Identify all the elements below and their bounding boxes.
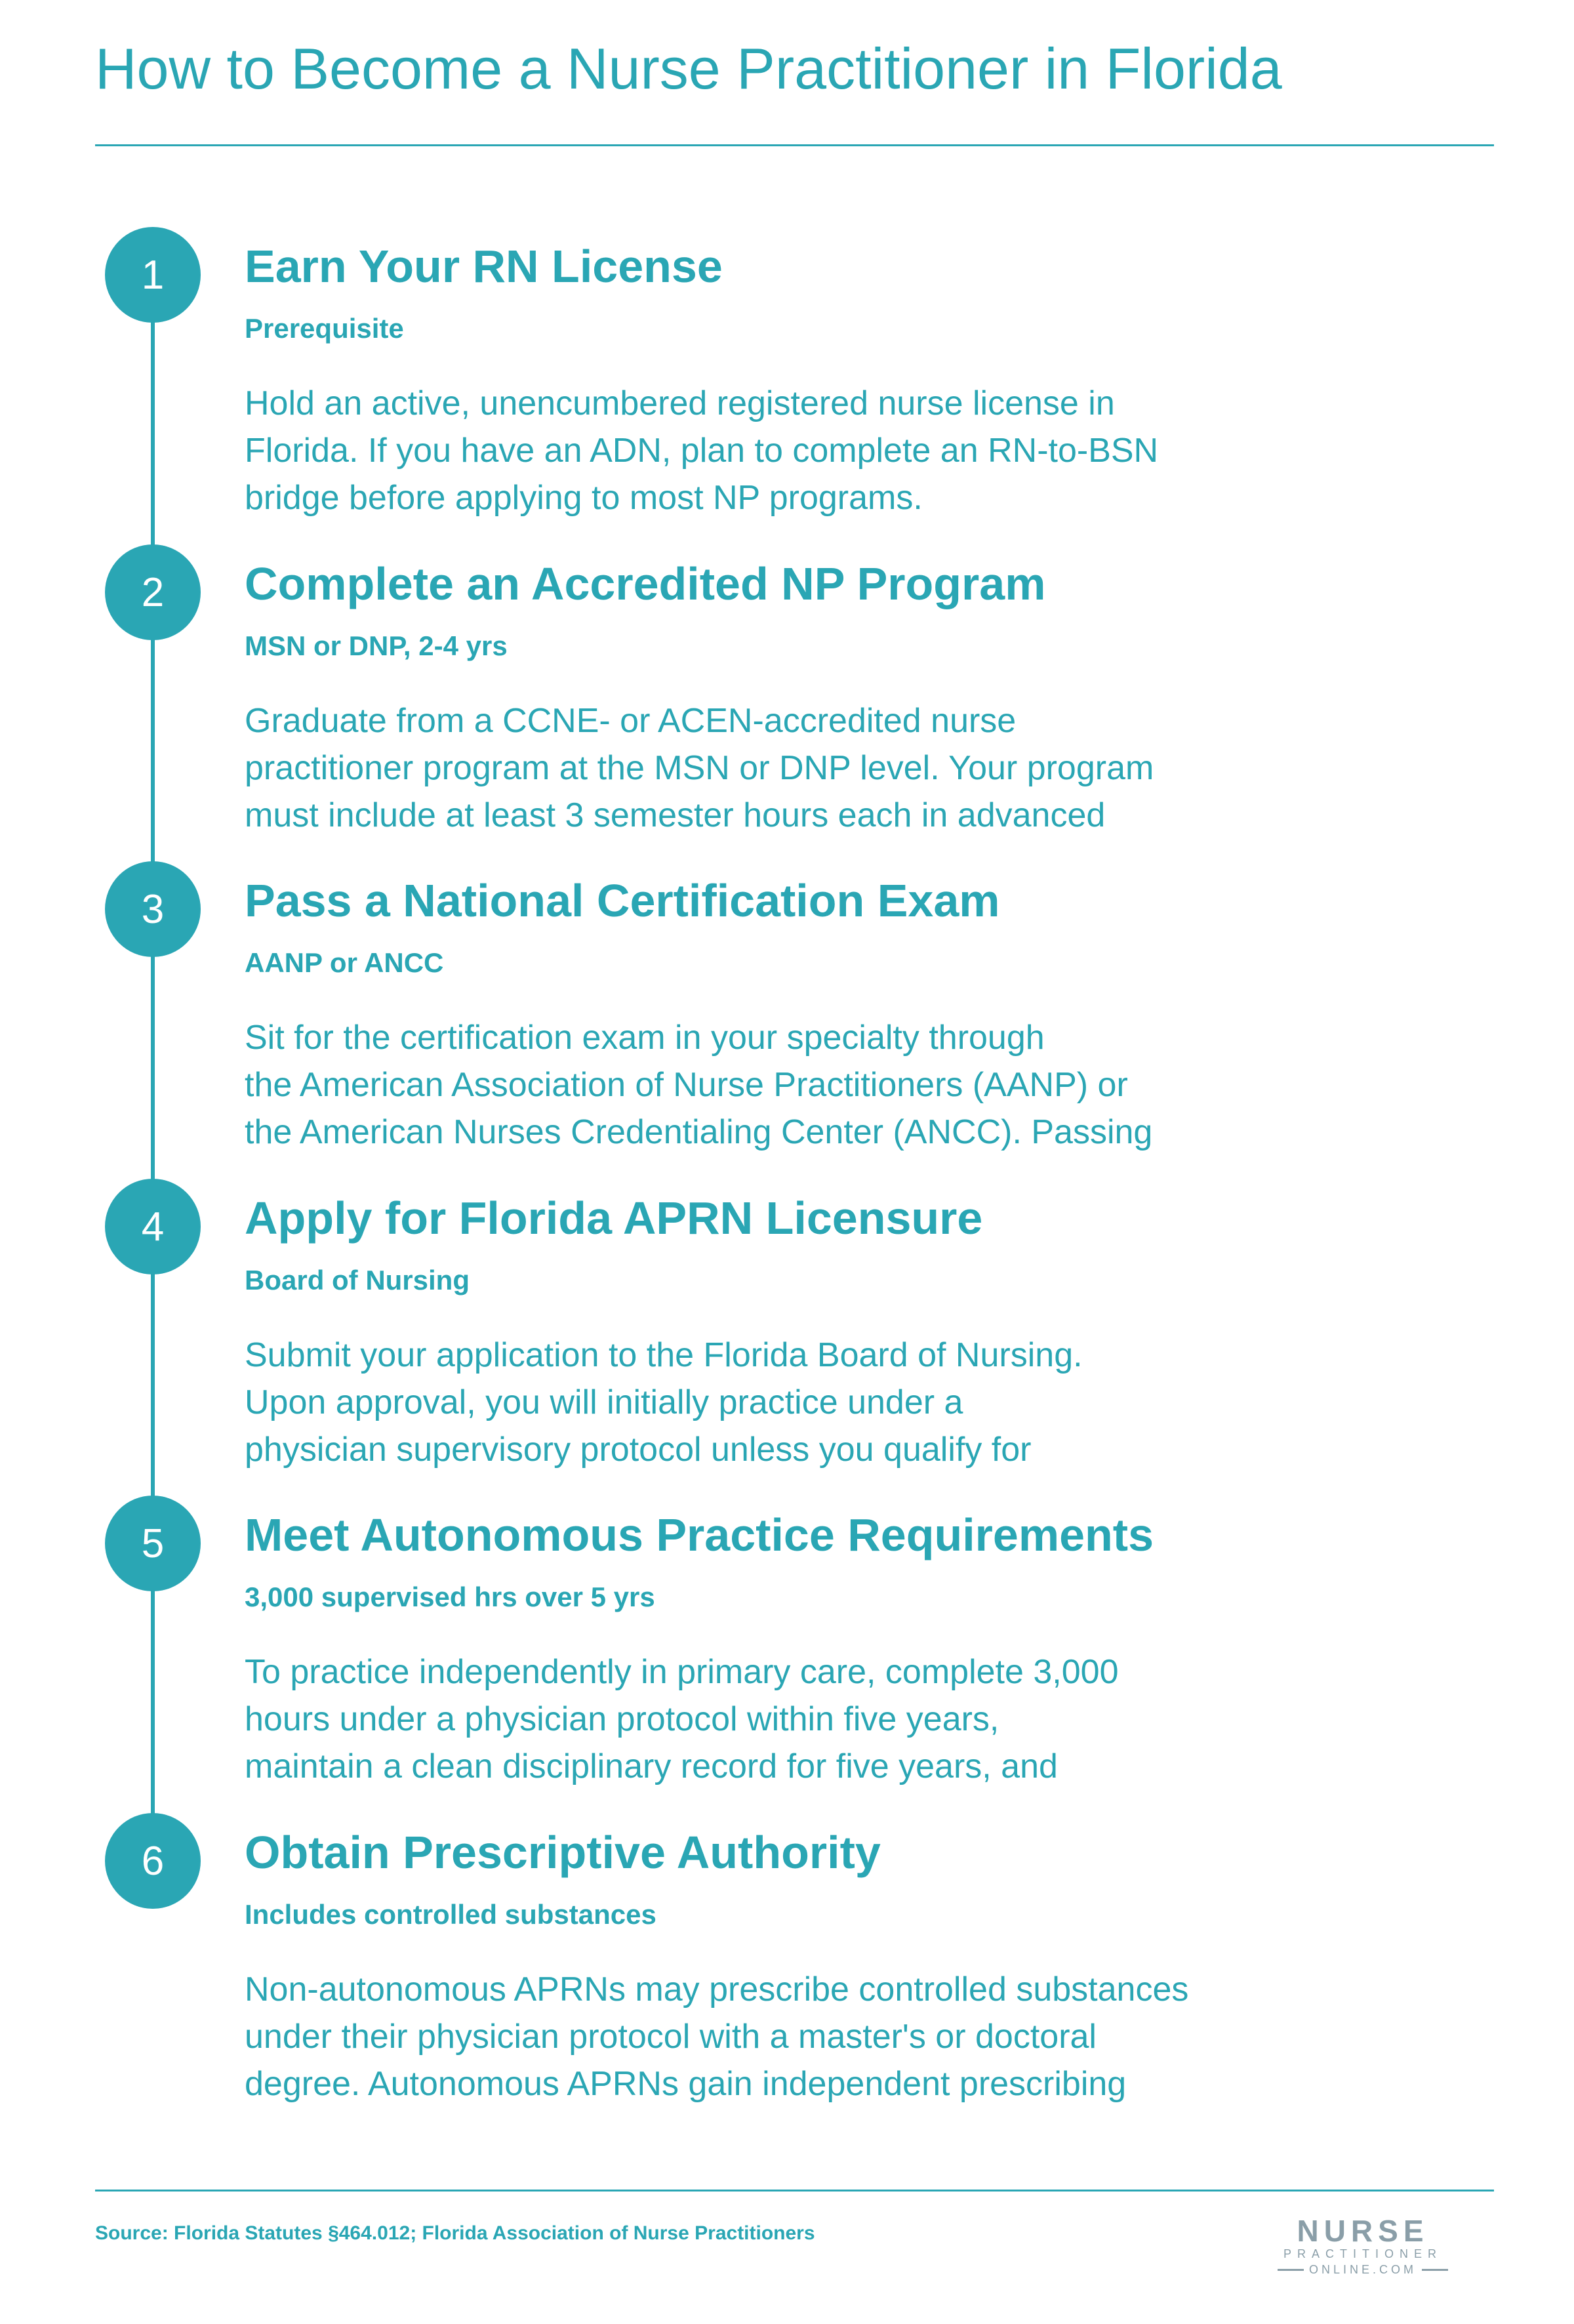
step-number-badge: 1 — [105, 227, 201, 323]
step-body-line: Upon approval, you will initially practice under a — [245, 1383, 963, 1421]
timeline-connector — [151, 275, 155, 1876]
page-title: How to Become a Nurse Practitioner in Florida — [95, 36, 1282, 101]
step-subtitle: 3,000 supervised hrs over 5 yrs — [245, 1581, 655, 1612]
step-subtitle: Includes controlled substances — [245, 1899, 656, 1930]
source-note: Source: Florida Statutes §464.012; Florida Association of Nurse Practitioners — [95, 2222, 815, 2244]
step-title: Complete an Accredited NP Program — [245, 558, 1046, 609]
step-subtitle: Prerequisite — [245, 313, 404, 344]
logo-wordmark: NURSE — [1297, 2214, 1429, 2248]
bottom-divider — [95, 2190, 1494, 2191]
step-body-line: the American Nurses Credentialing Center (ANCC). Passing — [245, 1113, 1153, 1151]
step-subtitle: Board of Nursing — [245, 1265, 470, 1295]
step-number-badge: 4 — [105, 1179, 201, 1274]
step-body-line: hours under a physician protocol within five years, — [245, 1700, 999, 1738]
step-title: Pass a National Certification Exam — [245, 875, 1000, 926]
top-divider — [95, 144, 1494, 146]
step-body-line: Sit for the certification exam in your specialty through — [245, 1019, 1045, 1057]
step-number-badge: 6 — [105, 1813, 201, 1909]
nurse-practitioner-online-logo — [1264, 2216, 1461, 2288]
step-body-line: physician supervisory protocol unless you qualify for — [245, 1431, 1032, 1469]
step-subtitle: AANP or ANCC — [245, 947, 444, 978]
step-number-badge: 3 — [105, 861, 201, 957]
step-body — [245, 1332, 1360, 1473]
step-body — [245, 1966, 1360, 2108]
step-body-line: maintain a clean disciplinary record for five years, and — [245, 1747, 1058, 1785]
step-title: Meet Autonomous Practice Requirements — [245, 1509, 1154, 1560]
step-title: Obtain Prescriptive Authority — [245, 1827, 881, 1878]
step-body — [245, 380, 1360, 521]
logo-domain — [1264, 2262, 1461, 2277]
step-body-line: Florida. If you have an ADN, plan to complete an RN-to-BSN — [245, 432, 1159, 470]
step-number-badge: 5 — [105, 1496, 201, 1591]
logo-dash-right — [1422, 2269, 1448, 2271]
step-body-line: To practice independently in primary care, complete 3,000 — [245, 1653, 1119, 1691]
step-body-line: degree. Autonomous APRNs gain independent prescribing — [245, 2065, 1127, 2103]
step-body-line: must include at least 3 semester hours each in advanced — [245, 796, 1106, 834]
step-body-line: under their physician protocol with a master's or doctoral — [245, 2018, 1097, 2056]
step-subtitle: MSN or DNP, 2-4 yrs — [245, 630, 508, 661]
step-body-line: Graduate from a CCNE- or ACEN-accredited nurse — [245, 702, 1017, 740]
step-body — [245, 697, 1360, 839]
logo-tagline: PRACTITIONER — [1283, 2247, 1442, 2260]
logo-dash-left — [1278, 2269, 1304, 2271]
step-body-line: Submit your application to the Florida Board of Nursing. — [245, 1336, 1083, 1374]
step-body-line: the American Association of Nurse Practitioners (AANP) or — [245, 1066, 1128, 1104]
step-body-line: bridge before applying to most NP programs. — [245, 479, 923, 517]
step-title: Earn Your RN License — [245, 241, 723, 292]
logo-domain-text: ONLINE.COM — [1308, 2263, 1417, 2276]
step-number-badge: 2 — [105, 544, 201, 640]
step-body-line: practitioner program at the MSN or DNP level. Your program — [245, 749, 1154, 787]
step-title: Apply for Florida APRN Licensure — [245, 1193, 983, 1244]
step-body — [245, 1014, 1360, 1156]
step-body-line: Hold an active, unencumbered registered nurse license in — [245, 384, 1115, 422]
step-body-line: Non-autonomous APRNs may prescribe controlled substances — [245, 1970, 1189, 2008]
step-body — [245, 1648, 1360, 1790]
